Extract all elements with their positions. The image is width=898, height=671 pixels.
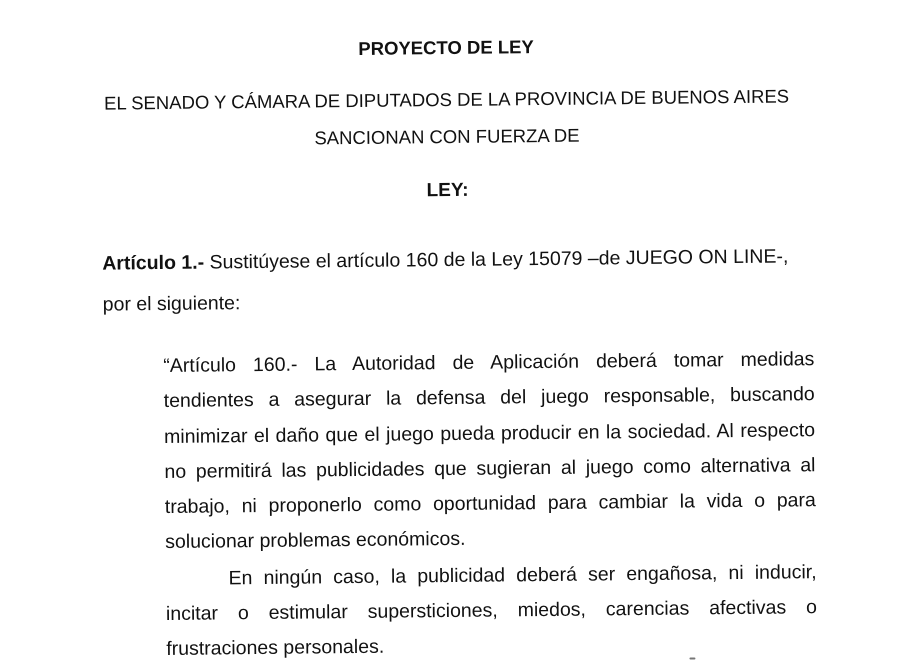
- quoted-article-line: incitar o estimular supersticiones, miedos, carencias afectivas o: [165, 596, 818, 625]
- quoted-article-line: trabajo, ni proponerlo como oportunidad para cambiar la vida o para: [164, 489, 816, 518]
- quoted-article-line: “Artículo 160.- La Autoridad de Aplicación deberá tomar medidas: [163, 348, 815, 378]
- quoted-article-line: frustraciones personales.: [166, 635, 385, 660]
- quoted-article-line: minimizar el daño que el juego pueda producir en la sociedad. Al respecto: [163, 419, 816, 448]
- article-1-line-2: por el siguiente:: [102, 292, 241, 316]
- article-1-label: Artículo 1.-: [102, 251, 205, 275]
- article-1-text: Sustitúyese el artículo 160 de la Ley 15079 –de JUEGO ON LINE-,: [204, 245, 789, 274]
- quoted-article-line: tendientes a asegurar la defensa del juego responsable, buscando: [163, 383, 815, 413]
- preamble-line-2: SANCIONAN CON FUERZA DE: [314, 124, 580, 149]
- quoted-article-line: no permitirá las publicidades que sugieran al juego como alternativa al: [164, 454, 816, 483]
- article-1-line-1: [102, 245, 788, 274]
- scan-speck: [689, 657, 695, 659]
- preamble-line-1: EL SENADO Y CÁMARA DE DIPUTADOS DE LA PROVINCIA DE BUENOS AIRES: [103, 85, 790, 114]
- document-title: PROYECTO DE LEY: [358, 36, 534, 59]
- quoted-article-line: En ningún caso, la publicidad deberá ser engañosa, ni inducir,: [228, 561, 817, 590]
- quoted-article-line: solucionar problemas económicos.: [165, 527, 466, 553]
- law-heading: LEY:: [426, 179, 469, 202]
